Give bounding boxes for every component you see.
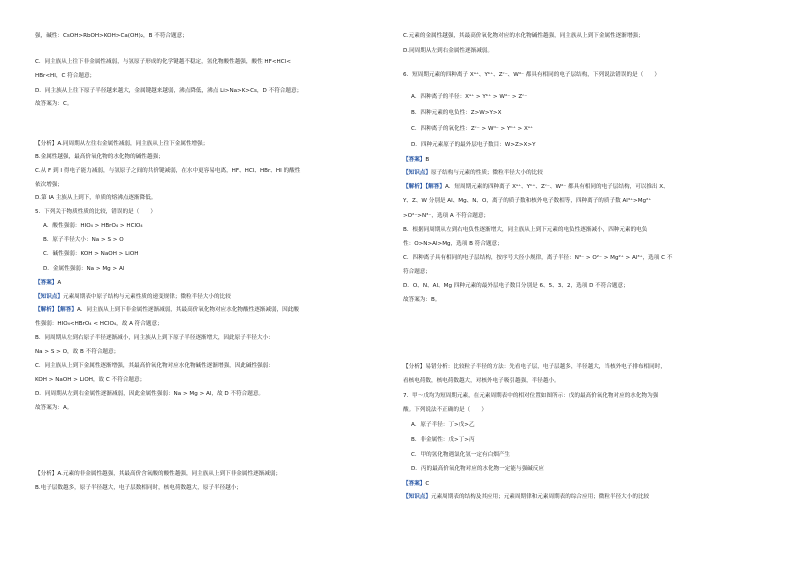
text-line: 故答案为：C。 xyxy=(35,101,73,107)
text-line: D．丙的最高价氧化物对应的水化物一定能与强碱反应 xyxy=(411,466,544,472)
text-line: 故答案为：A。 xyxy=(35,405,73,411)
text-line: C．甲的氢化物遇氯化氢一定有白烟产生 xyxy=(411,452,511,458)
text-line: 【答案】C xyxy=(403,481,430,487)
text-line: C．同主族从上往下非金属性减弱，与氢原子形成的化学键越不稳定，氢化物酸性越强，酸性 HF<HCl< xyxy=(35,59,291,65)
text-line: 【分析】易错分析：比较粒子半径的方法：先看电子层，电子层越多，半径越大，当核外电子排布相同时， xyxy=(403,364,666,370)
text-line: 【分析】A.同周期从左往右金属性减弱，同主族从上往下金属性增强； xyxy=(35,141,209,147)
text-line: C.元素的金属性越强，其最高价氧化物对应的水化物碱性越强，同主族从上到下金属性逐渐增强； xyxy=(403,33,644,39)
text-line: D．四种元素原子的最外层电子数目：W>Z>X>Y xyxy=(411,142,536,148)
text-line: C．同主族从上到下金属性逐渐增强，其最高价氧化物对应水化物碱性逐渐增强，因此碱性强弱： xyxy=(35,363,274,369)
text-line: 【知识点】元素周期表的结构及其应用；元素周期律和元素周期表的综合应用；微粒半径大小的比较 xyxy=(403,494,650,500)
text-line: 性强弱：HIO₄<HBrO₄ < HClO₄，故 A 符合题意； xyxy=(35,321,163,327)
text-line: D．O、N、Al、Mg 四种元素的最外层电子数目分别是 6、5、3、2，选项 D 不符合题意； xyxy=(403,283,629,289)
text-line: B．非金属性：戊>丁>丙 xyxy=(411,437,475,443)
text-line: 【知识点】元素周期表中原子结构与元素性质的递变规律；微粒半径大小的比较 xyxy=(35,294,231,300)
text-line: A．原子半径：丁>戊>乙 xyxy=(411,422,475,428)
text-line: D．同周期从左到右金属性逐渐减弱，因此金属性强弱：Na > Mg > Al，故 D 不符合题意。 xyxy=(35,391,265,397)
text-line: 【知识点】原子结构与元素的性质；微粒半径大小的比较 xyxy=(403,170,543,176)
text-line: C．四种离子具有相同的电子层结构，按序号大径小规律，离子半径：N³⁻ > O²⁻ > Mg²⁺ > Al³⁺，选项 C 不 xyxy=(403,255,673,261)
text-line: A．四种离子的半径：Xᵃ⁺ > Yᵇ⁺ > Wᵈ⁻ > Zᶜ⁻ xyxy=(411,94,528,100)
text-line: HBr<HI，C 符合题意； xyxy=(35,73,96,79)
text-line: D．同主族从上往下原子半径越来越大，金属键越来越弱，沸点降低，沸点 Li>Na>K>Cs，D 不符合题意； xyxy=(35,88,303,94)
text-line: 【解析】【解答】A．同主族从上到下非金属性逐渐减弱，其最高价氧化物对应水化物酸性逐渐减弱，因此酸 xyxy=(35,307,299,313)
text-line: 【答案】B xyxy=(403,157,430,163)
text-line: 酸。下列说法不正确的是（ ） xyxy=(403,407,487,413)
text-line: B．根据同周期从左到右电负性逐渐增大，同主族从上到下元素的电负性逐渐减小，四种元素的电负 xyxy=(403,227,648,233)
text-line: 【分析】A.元素的非金属性越强，其最高价含氧酸的酸性越强，同主族从上到下非金属性逐渐减弱； xyxy=(35,471,282,477)
text-line: B．同周期从左到右原子半径逐渐减小，同主族从上到下原子半径逐渐增大，因此原子半径大小： xyxy=(35,335,274,341)
text-line: 符合题意； xyxy=(403,269,431,275)
text-line: 依次增强； xyxy=(35,182,63,188)
text-line: D．金属性强弱：Na > Mg > Al xyxy=(43,266,125,272)
text-line: B.电子层数越多，原子半径越大，电子层数相同时，核电荷数越大，原子半径越小； xyxy=(35,485,242,491)
text-line: Y、Z、W 分别是 Al、Mg、N、O，离子的质子数和核外电子数相等，四种离子的质子数 Al³⁺>Mg²⁺ xyxy=(403,198,652,204)
text-line: 【答案】A xyxy=(35,280,62,286)
text-line: 强，碱性：CsOH>RbOH>KOH>Ca(OH)₂，B 不符合题意； xyxy=(35,33,188,39)
text-line: 6．短周期元素的四种离子 Xᵃ⁺、Yᵇ⁺、Zᶜ⁻、Wᵈ⁻ 都具有相同的电子层结构，下列说法错误的是（ ） xyxy=(403,72,661,78)
text-line: C.从 F 到 I 得电子能力减弱，与氢原子之间的共价键减弱，在水中更容易电离，HF、HCl、HBr、HI 的酸性 xyxy=(35,168,301,174)
text-line: >O²⁻>N³⁻，选项 A 不符合题意； xyxy=(403,213,490,219)
text-line: 看核电荷数，核电荷数越大，对核外电子吸引越强，半径越小。 xyxy=(403,378,560,384)
text-line: Na > S > O，故 B 不符合题意； xyxy=(35,349,120,355)
text-line: B.金属性越强，最高价氧化物的水化物的碱性越强； xyxy=(35,154,164,160)
text-line: B．四种元素的电负性：Z>W>Y>X xyxy=(411,110,502,116)
text-line: 【解析】【解答】A．短周期元素的四种离子 Xᵃ⁺、Yᵇ⁺、Zᶜ⁻、Wᵈ⁻ 都具有相同的电子层结构，可以推出 X、 xyxy=(403,184,669,190)
text-line: B．原子半径大小：Na > S > O xyxy=(43,237,124,243)
text-line: 性：O>N>Al>Mg，选项 B 符合题意； xyxy=(403,241,503,247)
text-line: 5．下列关于物质性质的比较，错误的是（ ） xyxy=(35,209,157,215)
text-line: D.第 IA 主族从上到下，单质的熔沸点逐渐降低。 xyxy=(35,195,157,201)
text-line: 故答案为：B。 xyxy=(403,297,441,303)
text-line: 7．甲～戊均为短周期元素，在元素周期表中的相对位置如图所示：戊的最高价氧化物对应的水化物为强 xyxy=(403,393,659,399)
text-line: C．碱性强弱：KOH > NaOH > LiOH xyxy=(43,251,139,257)
text-line: A．酸性强弱：HIO₄ > HBrO₄ > HClO₄ xyxy=(43,223,143,229)
text-line: KOH > NaOH > LiOH，故 C 不符合题意； xyxy=(35,377,146,383)
text-line: D.同周期从左到右金属性逐渐减弱。 xyxy=(403,48,493,54)
text-line: C．四种离子的氧化性：Zᶜ⁻ > Wᵈ⁻ > Yᵇ⁺ > Xᵃ⁺ xyxy=(411,126,533,132)
